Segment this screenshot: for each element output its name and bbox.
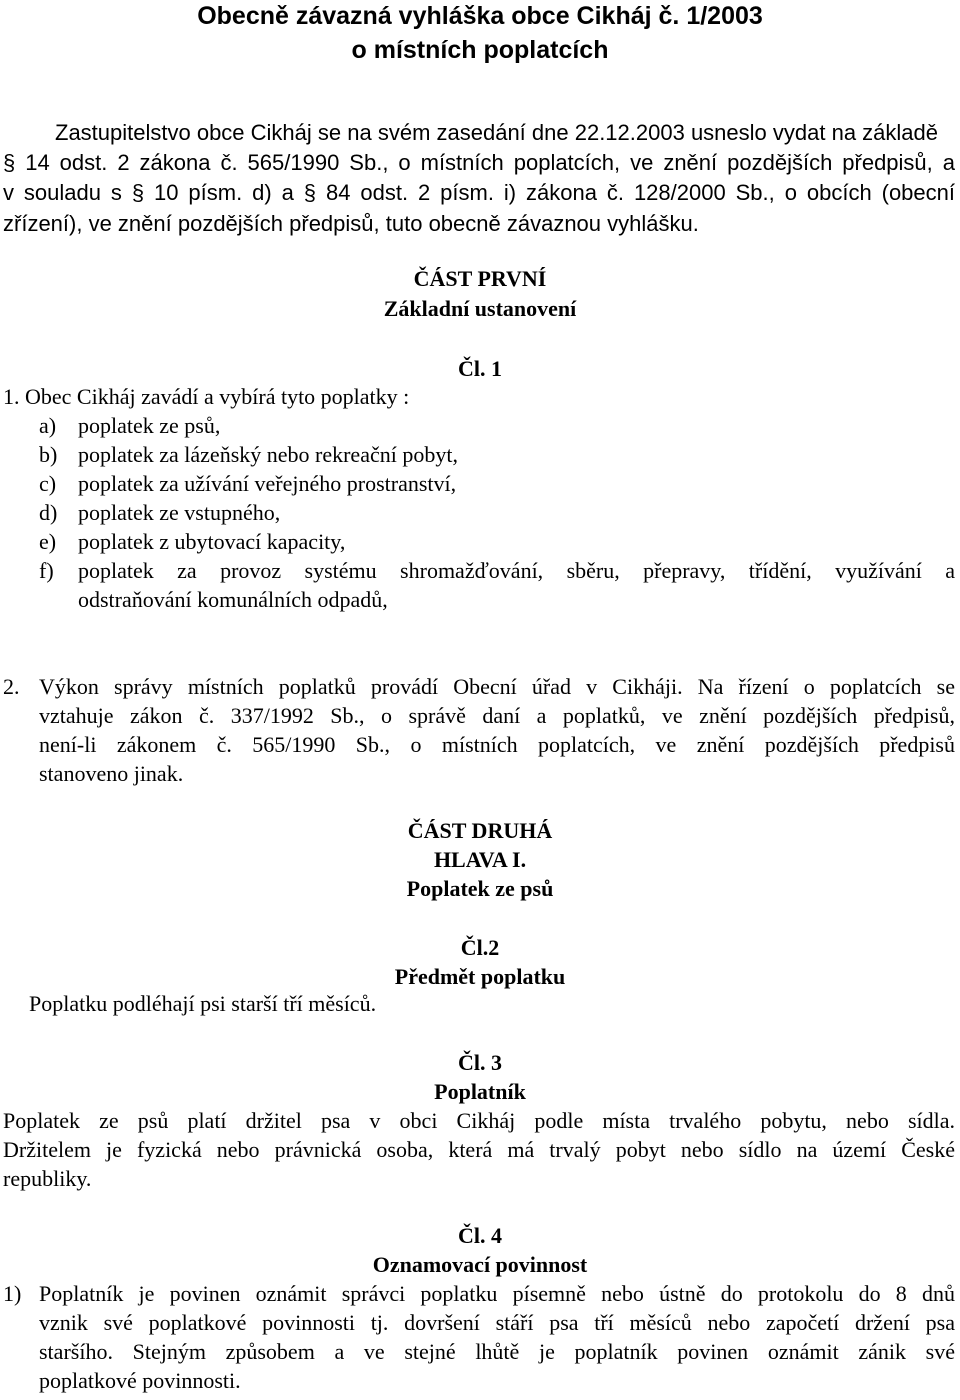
- list-item-label: d): [39, 500, 58, 525]
- article-4-line: Poplatník je povinen oznámit správci poplatku písemně nebo ústně do protokolu do 8 dnů: [39, 1281, 955, 1306]
- part1-heading: ČÁST PRVNÍ: [413, 266, 547, 291]
- article-4-line: vznik své poplatkové povinnosti tj. dovršení stáří psa tří měsíců nebo započetí držení psa: [39, 1310, 955, 1335]
- document-title: Obecně závazná vyhláška obce Cikháj č. 1/2003: [197, 2, 763, 30]
- part2-chapter-title: Poplatek ze psů: [406, 876, 554, 901]
- article-1-para-2-label: 2.: [3, 674, 20, 699]
- article-4-para-label: 1): [3, 1281, 22, 1306]
- article-4-line: poplatkové povinnosti.: [39, 1368, 241, 1393]
- list-item: poplatek za provoz systému shromažďování, sběru, přepravy, třídění, využívání a: [78, 558, 955, 583]
- document-subtitle: o místních poplatcích: [351, 36, 609, 64]
- article-1-para-2-line: není-li zákonem č. 565/1990 Sb., o místních poplatcích, ve znění pozdějších předpisů: [39, 732, 955, 757]
- article-1-para-2-line: stanoveno jinak.: [39, 761, 184, 786]
- article-4-number: Čl. 4: [458, 1223, 502, 1248]
- list-item: poplatek ze vstupného,: [78, 500, 281, 525]
- part1-subheading: Základní ustanovení: [383, 296, 577, 321]
- intro-line-1: Zastupitelstvo obce Cikháj se na svém zasedání dne 22.12.2003 usneslo vydat na základě: [55, 120, 938, 145]
- list-item-label: e): [39, 529, 57, 554]
- list-item-label: f): [39, 558, 54, 583]
- article-3-line: Poplatek ze psů platí držitel psa v obci Cikháj podle místa trvalého pobytu, nebo sídla.: [3, 1108, 955, 1133]
- list-item: poplatek ze psů,: [78, 413, 221, 438]
- list-item: poplatek z ubytovací kapacity,: [78, 529, 346, 554]
- intro-line-3: v souladu s § 10 písm. d) a § 84 odst. 2 písm. i) zákona č. 128/2000 Sb., o obcích (obecní: [3, 180, 955, 205]
- list-item-label: c): [39, 471, 57, 496]
- article-1-para-2-line: Výkon správy místních poplatků provádí Obecní úřad v Cikháji. Na řízení o poplatcích se: [39, 674, 955, 699]
- part2-heading: ČÁST DRUHÁ: [407, 818, 553, 843]
- article-3-line: republiky.: [3, 1166, 92, 1191]
- list-item-label: a): [39, 413, 57, 438]
- list-item-label: b): [39, 442, 58, 467]
- list-item: poplatek za užívání veřejného prostranství,: [78, 471, 457, 496]
- article-2-text: Poplatku podléhají psi starší tří měsíců.: [29, 991, 377, 1016]
- article-4-title: Oznamovací povinnost: [372, 1252, 588, 1277]
- article-1-number: Čl. 1: [458, 356, 502, 381]
- article-2-number: Čl.2: [460, 935, 500, 960]
- part2-chapter: HLAVA I.: [433, 847, 527, 872]
- article-1-para-2-line: vztahuje zákon č. 337/1992 Sb., o správě daní a poplatků, ve znění pozdějších předpisů,: [39, 703, 955, 728]
- article-3-title: Poplatník: [434, 1079, 526, 1104]
- article-4-line: staršího. Stejným způsobem a ve stejné lhůtě je poplatník povinen oznámit zánik své: [39, 1339, 955, 1364]
- article-3-number: Čl. 3: [458, 1050, 502, 1075]
- article-1-para-1-lead: 1. Obec Cikháj zavádí a vybírá tyto poplatky :: [3, 384, 410, 409]
- list-item-continuation: odstraňování komunálních odpadů,: [78, 587, 388, 612]
- article-3-line: Držitelem je fyzická nebo právnická osoba, která má trvalý pobyt nebo sídlo na území České: [3, 1137, 955, 1162]
- list-item: poplatek za lázeňský nebo rekreační pobyt,: [78, 442, 458, 467]
- intro-line-2: § 14 odst. 2 zákona č. 565/1990 Sb., o místních poplatcích, ve znění pozdějších předpisů, a: [3, 150, 955, 175]
- intro-line-4: zřízení), ve znění pozdějších předpisů, tuto obecně závaznou vyhlášku.: [3, 211, 699, 236]
- article-2-title: Předmět poplatku: [394, 964, 566, 989]
